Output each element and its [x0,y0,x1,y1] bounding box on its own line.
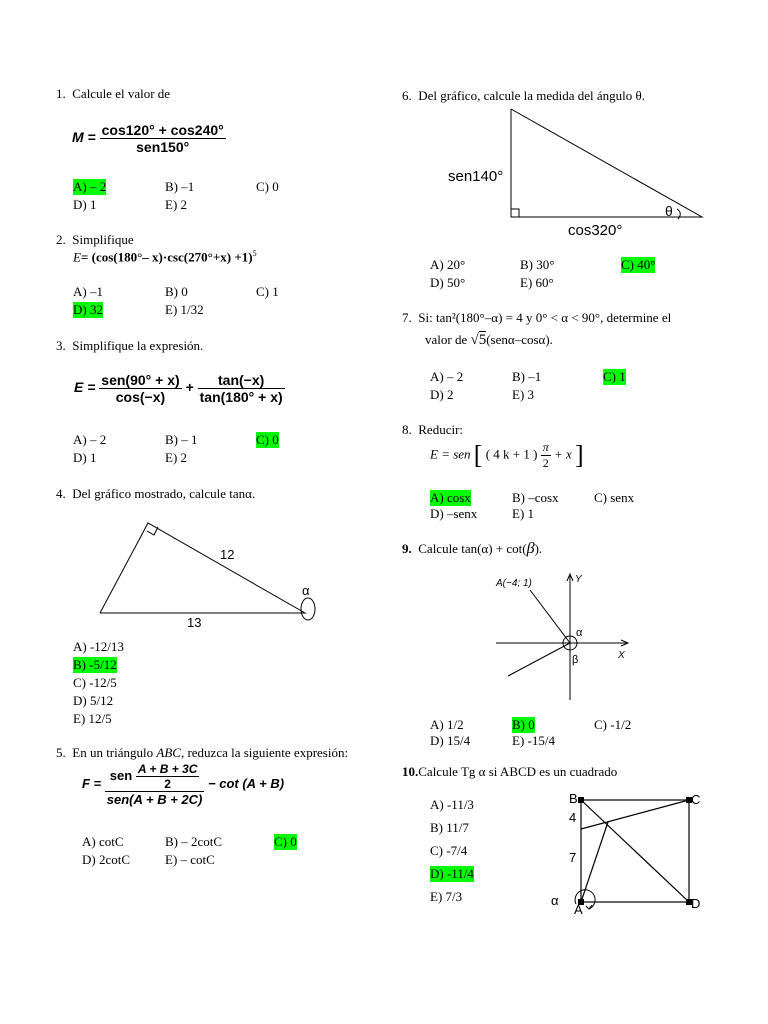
q7-stem-line2: valor de √5(senα–cosα). [425,332,553,348]
q4-option-a[interactable]: A) -12/13 [73,639,124,654]
q9-option-a[interactable]: A) 1/2 [430,717,464,732]
q5-option-a[interactable]: A) cotC [82,834,124,849]
q3-stem: 3. Simplifique la expresión. [56,338,204,353]
q10-segment-4-label: 4 [569,810,577,825]
q3-option-c[interactable]: C) 0 [256,432,279,447]
q5-formula: F = sen $\frac{A + B + 3C}{2}$ sen(A + B + 2C) − cot (A + B) [82,762,285,807]
q9-option-e[interactable]: E) -15/4 [512,733,555,748]
q6-option-c[interactable]: C) 40° [621,257,656,272]
q4-side-12-label: 12 [220,547,235,562]
q1-formula: M = $\frac{\cos 120^\circ + \cos 240^\circ}{\text{sen150°}}$ [72,122,224,155]
q1-option-a[interactable]: A) – 2 [73,179,107,194]
q10-stem: 10.Calcule Tg α si ABCD es un cuadrado [402,764,618,779]
q10-square-figure [545,788,715,918]
q6-stem: 6. Del gráfico, calcule la medida del ángulo θ. [402,88,646,103]
q2-expression: E= (cos(180°– x)·csc(270°+x) +1)$^5$ [73,249,257,265]
q4-stem: 4. Del gráfico mostrado, calcule tanα. [56,486,256,501]
q9-point-a-label: A(−4; 1) [496,578,532,589]
q10-vertex-a-label: A [574,902,583,917]
q2-stem: 2. Simplifique [56,232,134,247]
q9-alpha-label: α [576,627,583,639]
q3-formula: E = $\frac{\text{sen(90° + x)}}{\cos(-x)}$ + $\frac{\tan(-x)}{\tan(180^\circ + x)}$ [74,372,283,405]
q7-stem: 7. Si: tan²(180°–α) = 4 y 0° < α < 90°, determine el [402,310,672,325]
q1-option-d[interactable]: D) 1 [73,197,97,212]
q9-coordinate-figure [490,568,640,708]
q1-option-b[interactable]: B) –1 [165,179,195,194]
q5-option-e[interactable]: E) – cotC [165,852,215,867]
q10-segment-7-label: 7 [569,850,577,865]
q6-theta-label: θ [665,203,673,219]
q4-option-d[interactable]: D) 5/12 [73,693,114,708]
q4-option-c[interactable]: C) -12/5 [73,675,117,690]
q1-option-c[interactable]: C) 0 [256,179,279,194]
q10-option-e[interactable]: E) 7/3 [430,889,463,904]
q1-stem: 1. Calcule el valor de [56,86,171,101]
q10-option-d[interactable]: D) -11/4 [430,866,474,881]
q4-option-b[interactable]: B) -5/12 [73,657,117,672]
q7-option-e[interactable]: E) 3 [512,387,535,402]
q8-option-c[interactable]: C) senx [594,490,635,505]
q4-alpha-label: α [302,583,310,598]
q3-option-e[interactable]: E) 2 [165,450,188,465]
q5-option-b[interactable]: B) – 2cotC [165,834,223,849]
q8-option-a[interactable]: A) cosx [430,490,471,505]
q6-option-d[interactable]: D) 50° [430,275,466,290]
q4-option-e[interactable]: E) 12/5 [73,711,112,726]
q5-option-d[interactable]: D) 2cotC [82,852,131,867]
q9-stem: 9. Calcule tan(α) + cot(β). [402,540,543,557]
q8-stem: 8. Reducir: [402,422,464,437]
q7-option-d[interactable]: D) 2 [430,387,454,402]
q3-option-b[interactable]: B) – 1 [165,432,198,447]
q10-vertex-c-label: C [691,792,701,807]
q2-option-d[interactable]: D) 32 [73,302,103,317]
q4-side-13-label: 13 [187,615,202,630]
q6-cos320-label: cos320° [568,222,623,239]
q1-option-e[interactable]: E) 2 [165,197,188,212]
q10-option-c[interactable]: C) -7/4 [430,843,468,858]
q2-option-e[interactable]: E) 1/32 [165,302,204,317]
q10-option-b[interactable]: B) 11/7 [430,820,469,835]
q10-vertex-b-label: B [569,791,578,806]
q3-option-a[interactable]: A) – 2 [73,432,107,447]
q8-option-d[interactable]: D) –senx [430,506,478,521]
q2-option-b[interactable]: B) 0 [165,284,188,299]
q9-y-axis-label: Y [575,574,582,585]
q8-option-e[interactable]: E) 1 [512,506,535,521]
q6-option-e[interactable]: E) 60° [520,275,554,290]
q6-sen140-label: sen140° [448,168,504,185]
q9-option-c[interactable]: C) -1/2 [594,717,632,732]
q6-option-a[interactable]: A) 20° [430,257,466,272]
q5-stem: 5. En un triángulo ABC, reduzca la siguiente expresión: [56,745,349,760]
q2-option-a[interactable]: A) –1 [73,284,103,299]
q7-option-a[interactable]: A) – 2 [430,369,464,384]
q5-option-c[interactable]: C) 0 [274,834,297,849]
q10-vertex-d-label: D [691,896,701,911]
q2-option-c[interactable]: C) 1 [256,284,279,299]
q6-triangle-figure [440,103,710,243]
q9-option-b[interactable]: B) 0 [512,717,535,732]
q9-x-axis-label: X [618,650,625,661]
q10-option-a[interactable]: A) -11/3 [430,797,474,812]
q3-option-d[interactable]: D) 1 [73,450,97,465]
q8-option-b[interactable]: B) –cosx [512,490,559,505]
q7-option-b[interactable]: B) –1 [512,369,542,384]
q6-option-b[interactable]: B) 30° [520,257,555,272]
q4-triangle-figure [90,515,330,630]
q10-alpha-label: α [551,893,559,908]
q8-formula: E = sen [ ( 4 k + 1 ) $\frac{\pi}{2}$ + x ] [430,440,584,470]
q9-option-d[interactable]: D) 15/4 [430,733,471,748]
q7-option-c[interactable]: C) 1 [603,369,626,384]
q9-beta-label: β [572,654,579,666]
